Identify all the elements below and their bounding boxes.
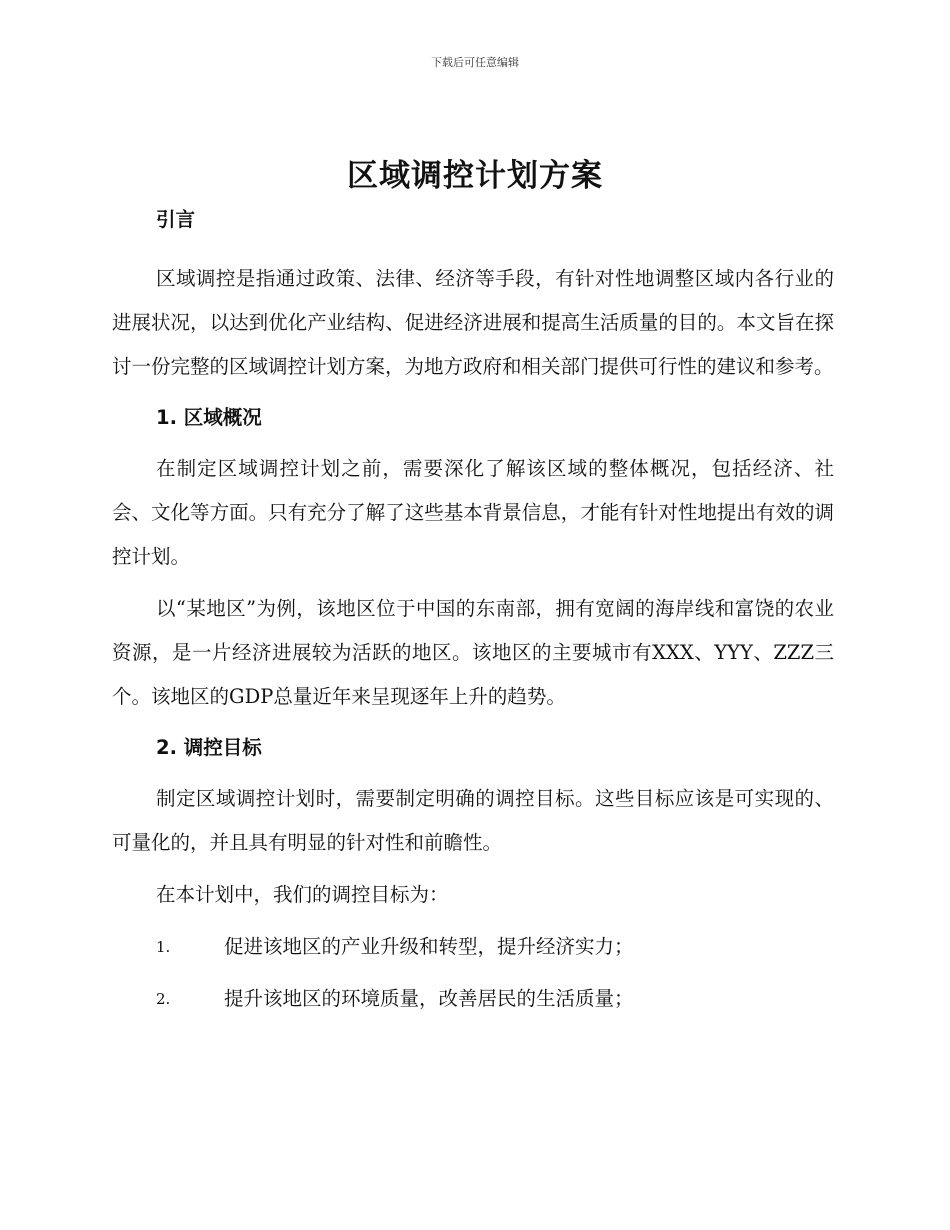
list-item-text: 促进该地区的产业升级和转型，提升经济实力； [224, 935, 634, 958]
list-item [112, 925, 834, 969]
document-title: 区域调控计划方案 [347, 158, 603, 194]
list-item-text: 提升该地区的环境质量，改善居民的生活质量； [224, 987, 634, 1010]
list-item [112, 977, 834, 1021]
section-heading-overview: 1. 区域概况 [156, 406, 262, 429]
section-heading-intro: 引言 [156, 208, 196, 231]
document-body [112, 205, 834, 1021]
goals-paragraph-2: 在本计划中，我们的调控目标为： [156, 883, 449, 906]
intro-paragraph: 区域调控是指通过政策、法律、经济等手段，有针对性地调整区域内各行业的进展状况，以达到优化产业结构、促进经济进展和提高生活质量的目的。本文旨在探讨一份完整的区域调控计划方案，为地方政府和相关部门提供可行性的建议和参考。 [112, 267, 834, 378]
overview-paragraph-1: 在制定区域调控计划之前，需要深化了解该区域的整体概况，包括经济、社会、文化等方面。只有充分了解了这些基本背景信息，才能有针对性地提出有效的调控计划。 [112, 457, 834, 568]
section-heading-goals: 2. 调控目标 [156, 736, 262, 759]
list-item-number: 2. [156, 990, 171, 1008]
list-item-number: 1. [156, 938, 171, 956]
goals-paragraph-1: 制定区域调控计划时，需要制定明确的调控目标。这些目标应该是可实现的、可量化的，并且具有明显的针对性和前瞻性。 [112, 787, 834, 854]
overview-paragraph-2: 以“某地区”为例，该地区位于中国的东南部，拥有宽阔的海岸线和富饶的农业资源，是一片经济进展较为活跃的地区。该地区的主要城市有XXX、YYY、ZZZ三个。该地区的GDP总量近年来呈现逐年上升的趋势。 [112, 597, 834, 708]
page-header-note: 下载后可任意编辑 [431, 56, 519, 69]
